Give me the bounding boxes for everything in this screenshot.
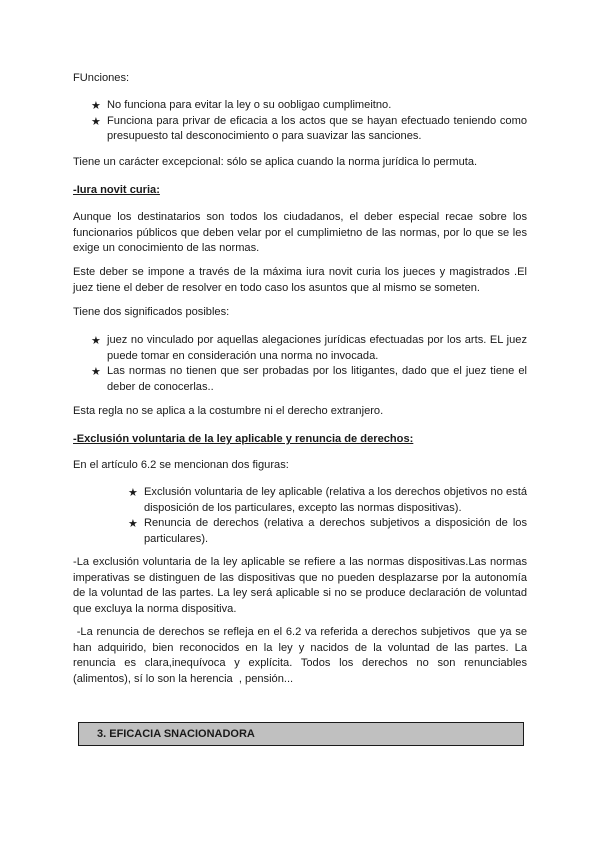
star-icon: ★ — [128, 517, 138, 530]
exclusion-list — [128, 485, 527, 547]
iura-paragraph-3: Tiene dos significados posibles: — [73, 306, 230, 318]
caracter-paragraph: Tiene un carácter excepcional: sólo se aplica cuando la norma jurídica lo permuta. — [73, 156, 478, 168]
funciones-list — [91, 98, 527, 145]
star-icon: ★ — [91, 114, 101, 128]
star-icon: ★ — [91, 99, 101, 112]
section-header — [78, 722, 524, 746]
exclusion-heading: -Exclusión voluntaria de la ley aplicable y renuncia de derechos: — [73, 433, 414, 445]
funciones-title: FUnciones: — [73, 72, 130, 84]
iura-heading: -Iura novit curia: — [73, 184, 160, 196]
list-item: ★ Renuncia de derechos (relativa a derechos subjetivos a disposición de los particulares). — [128, 517, 527, 545]
iura-list — [91, 333, 527, 395]
list-item: ★ Las normas no tienen que ser probadas por los litigantes, dado que el juez tiene el deber de conocerlas.. — [91, 365, 527, 393]
iura-paragraph-4: Esta regla no se aplica a la costumbre ni el derecho extranjero. — [73, 405, 384, 417]
exclusion-paragraph-3: -La renuncia de derechos se refleja en el 6.2 va referida a derechos subjetivos que ya se han adquirido, bien reconocidos en la ley y nacidos de la voluntad de las partes. La renuncia es clara,inequívoca y explícita. Todos los derechos no son renunciables (alimentos), sí lo son la herencia , pensión... — [73, 626, 531, 685]
list-item: ★ No funciona para evitar la ley o su oobligao cumplimeitno. — [91, 99, 392, 112]
star-icon: ★ — [91, 365, 101, 378]
star-icon: ★ — [91, 334, 101, 347]
list-item: ★ Funciona para privar de eficacia a los actos que se hayan efectuado teniendo como presupuesto tal desconocimiento o para suavizar las sanciones. — [91, 114, 527, 142]
iura-paragraph-2: Este deber se impone a través de la máxima iura novit curia los jueces y magistrados .El juez tiene el deber de resolver en todo caso los asuntos que al mismo se someten. — [73, 266, 527, 294]
star-icon: ★ — [128, 486, 138, 499]
iura-paragraph-1: Aunque los destinatarios son todos los ciudadanos, el deber especial recae sobre los funcionarios públicos que deben velar por el cumplimietno de las normas, por lo que se les exige un conocimiento de las normas. — [73, 211, 527, 254]
exclusion-paragraph-2: -La exclusión voluntaria de la ley aplicable se refiere a las normas dispositivas.Las normas imperativas se distinguen de las dispositivas que no pueden desplazarse por la autonomía de la voluntad de las partes. La ley será aplicable si no se produce declaración de voluntad que excluya la norma dispositiva. — [73, 556, 527, 615]
list-item: ★ Exclusión voluntaria de ley aplicable (relativa a los derechos objetivos no está disposición de los particulares, excepto las normas dispositivas). — [128, 486, 527, 514]
list-item: ★ juez no vinculado por aquellas alegaciones jurídicas efectuadas por los arts. EL juez puede tomar en consideración una norma no invocada. — [91, 334, 527, 362]
exclusion-paragraph-1: En el artículo 6.2 se mencionan dos figuras: — [73, 459, 289, 471]
section-title: 3. EFICACIA SNACIONADORA — [97, 728, 255, 740]
